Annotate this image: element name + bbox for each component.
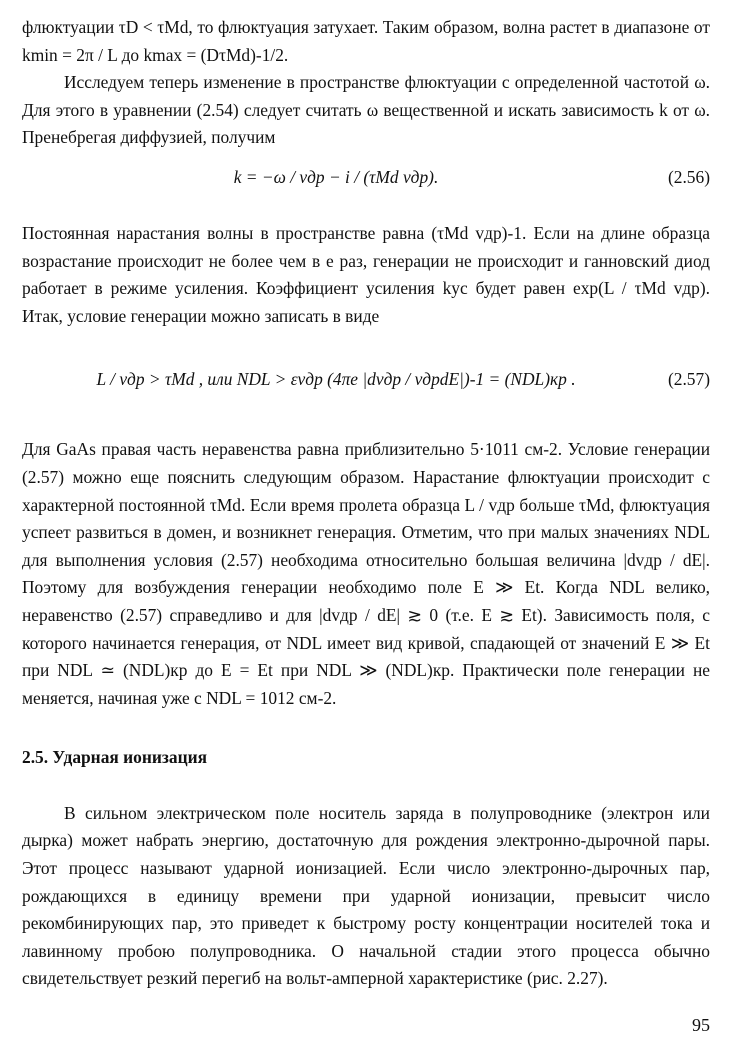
equation-number: (2.56): [667, 166, 710, 187]
paragraph: Постоянная нарастания волны в пространстве равна (τMd vдр)-1. Если на длине образца возрастание происходит не более чем в e раз, генерации не происходит и ганновский диод работает в режиме усиления. Коэффициент усиления kус будет равен exp(L / τMd vдр). Итак, условие генерации можно записать в виде: [22, 222, 710, 326]
equation-formula: L / vдр > τMd , или NDL > εvдр (4πe |dvдр / vдрdE|)-1 = (NDL)кр .: [96, 369, 576, 390]
page-number: 95: [692, 1015, 710, 1035]
equation-formula: k = −ω / vдр − i / (τMd vдр).: [233, 166, 439, 187]
equation-number: (2.57): [667, 369, 710, 390]
paragraph: Для GaAs правая часть неравенства равна приблизительно 5·1011 см-2. Условие генерации (2.57) можно еще пояснить следующим образом. Нарастание флюктуации происходит с характерной постоянной τMd. Если время пролета образца L / vдр больше τMd, флюктуация успеет развиться в домен, и возникнет генерация. Отметим, что при малых значениях NDL для выполнения условия (2.57) необходима относительно большая величина |dvдр / dE|. Поэтому для возбуждения генерации необходимо поле E ≫ Et. Когда NDL велико, неравенство (2.57) справедливо и для |dvдр / dE| ≳ 0 (т.е. E ≳ Et). Зависимость поля, с которого начинается генерация, от NDL имеет вид кривой, спадающей от значений E ≫ Et при NDL ≃ (NDL)кр до E = Et при NDL ≫ (NDL)кр. Практически поле генерации не меняется, начиная уже с NDL = 1012 см-2.: [22, 439, 710, 708]
page-body: [22, 14, 710, 993]
equation: [22, 164, 710, 194]
section-heading: 2.5. Ударная ионизация: [22, 747, 208, 768]
paragraph: флюктуации τD < τMd, то флюктуация затухает. Таким образом, волна растет в диапазоне от kmin = 2π / L до kmax = (DτMd)-1/2.: [22, 17, 710, 65]
paragraph: В сильном электрическом поле носитель заряда в полупроводнике (электрон или дырка) может набрать энергию, достаточную для рождения электронно-дырочной пары. Этот процесс называют ударной ионизацией. Если число электронно-дырочных пар, рождающихся в единицу времени при ударной ионизации, превысит число рекомбинирующих пар, это приведет к быстрому росту концентрации носителей тока и лавинному пробою полупроводника. О начальной стадии этого процесса обычно свидетельствует резкий перегиб на вольт-амперной характеристике (рис. 2.27).: [22, 802, 710, 989]
equation: [22, 336, 710, 422]
paragraph: Исследуем теперь изменение в пространстве флюктуации с определенной частотой ω. Для этого в уравнении (2.54) следует считать ω вещественной и искать зависимость k от ω. Пренебрегая диффузией, получим: [22, 72, 710, 148]
